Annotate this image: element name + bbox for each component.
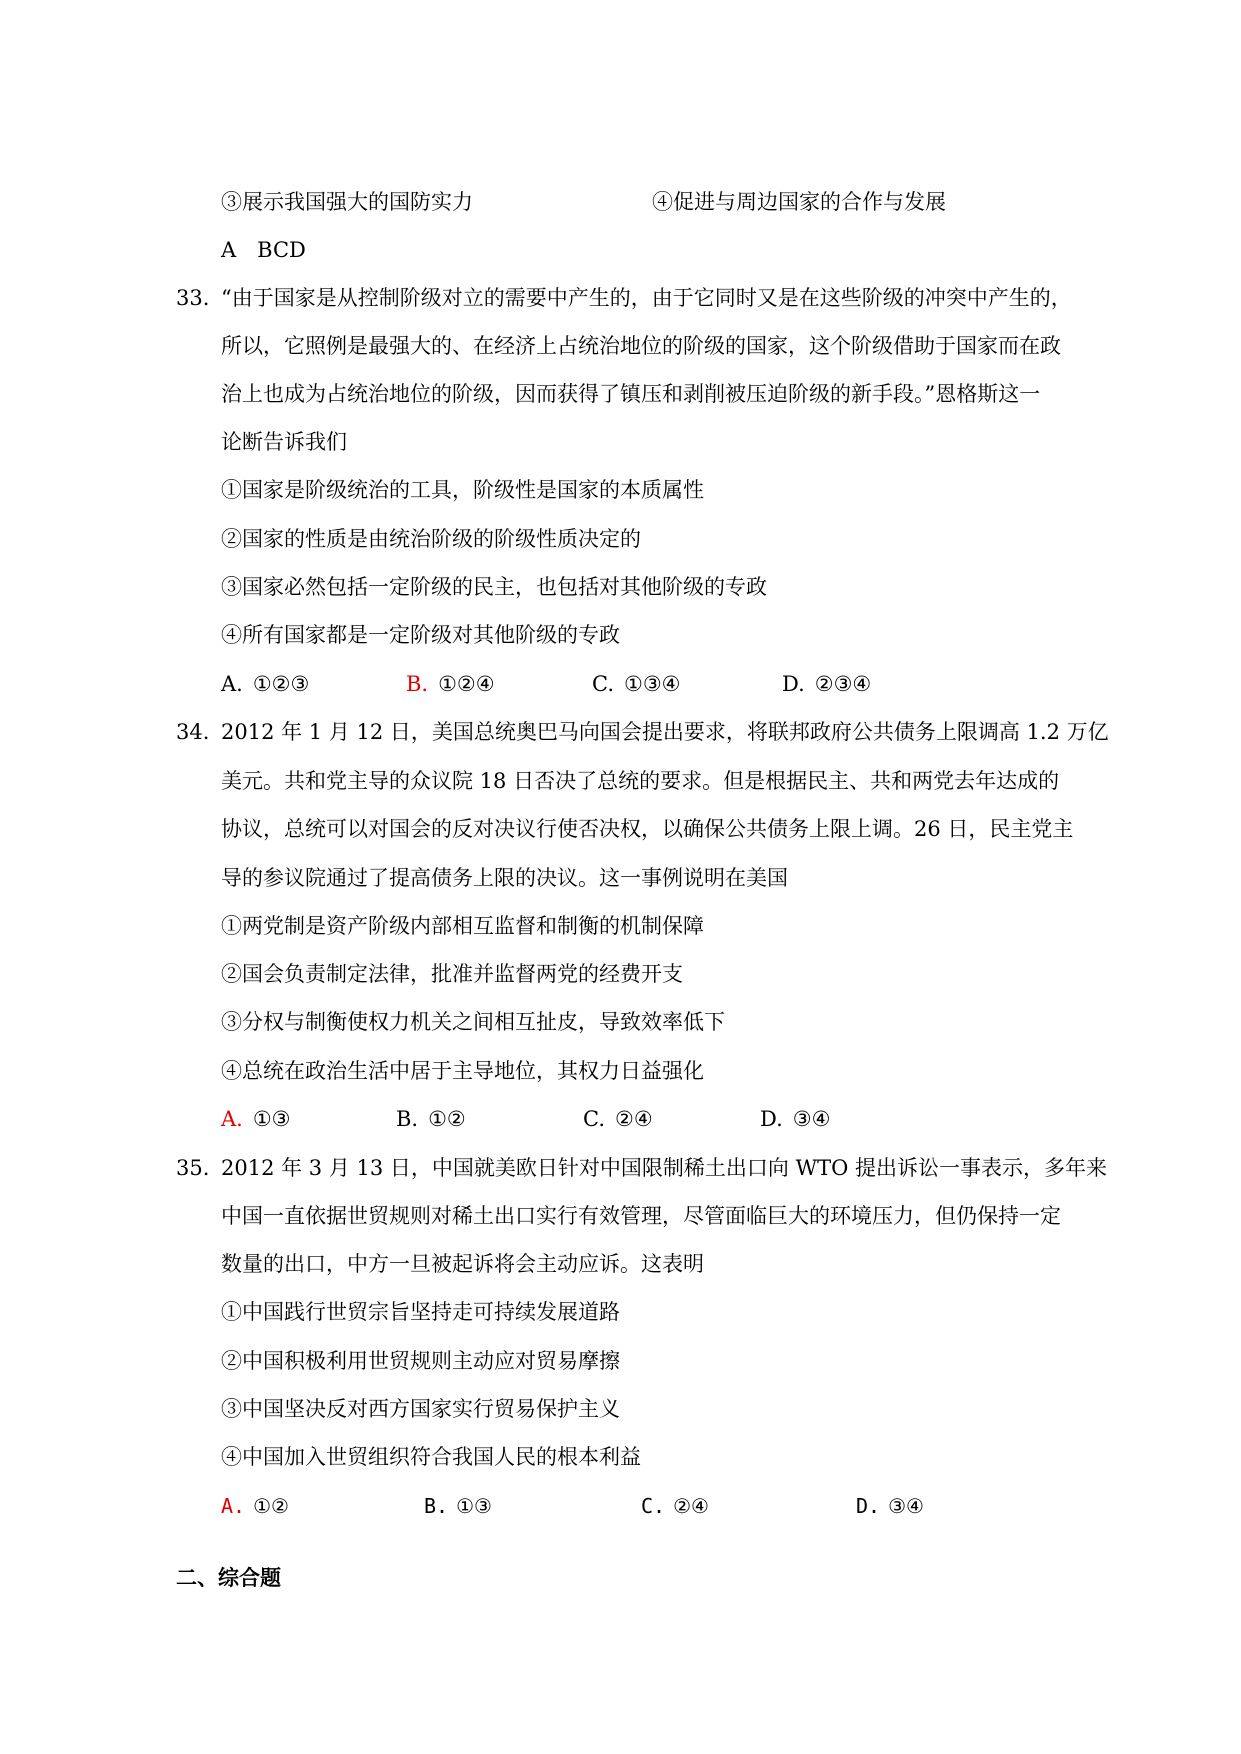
q35-statement-4: ④中国加入世贸组织符合我国人民的根本利益 [221, 1445, 641, 1469]
choice-letter: C. [592, 672, 614, 696]
section-heading: 二、综合题 [176, 1566, 281, 1590]
choice-text: ③④ [888, 1494, 924, 1518]
choice-letter: D. [782, 672, 805, 696]
choice-text: ②④ [673, 1494, 709, 1518]
q34-statement-2: ②国会负责制定法律，批准并监督两党的经费开支 [221, 962, 683, 986]
q33-statement-2: ②国家的性质是由统治阶级的阶级性质决定的 [221, 527, 641, 551]
q34-statement-4: ④总统在政治生活中居于主导地位，其权力日益强化 [221, 1059, 704, 1083]
q34-choice-a [221, 1105, 291, 1133]
choice-letter: A. [221, 1494, 246, 1518]
q35-stem-line: 2012 年 3 月 13 日，中国就美欧日针对中国限制稀土出口向 WTO 提出诉讼一事表示，多年来 [221, 1156, 1108, 1180]
q33-choice-d [782, 670, 871, 698]
q34-choice-c [583, 1105, 653, 1133]
q35-stem-line: 中国一直依据世贸规则对稀土出口实行有效管理，尽管面临巨大的环境压力，但仍保持一定 [221, 1204, 1061, 1228]
prev-option-3: ③展示我国强大的国防实力 [221, 190, 473, 214]
q33-statement-1: ①国家是阶级统治的工具，阶级性是国家的本质属性 [221, 478, 704, 502]
choice-text: ②③④ [814, 672, 872, 696]
q33-stem-line: 所以，它照例是最强大的、在经济上占统治地位的阶级的国家，这个阶级借助于国家而在政 [221, 334, 1061, 358]
q34-stem-line: 协议，总统可以对国会的反对决议行使否决权，以确保公共债务上限上调。26 日，民主党主 [221, 817, 1074, 841]
q35-choice-c [641, 1492, 709, 1520]
prev-option-4: ④促进与周边国家的合作与发展 [652, 190, 946, 214]
choice-letter: B. [424, 1494, 449, 1518]
choice-text: ①②③ [252, 672, 310, 696]
q35-choice-a [221, 1492, 289, 1520]
q33-stem-line: 论断告诉我们 [221, 430, 347, 454]
q35-choice-d [856, 1492, 924, 1520]
q35-choice-b [424, 1492, 492, 1520]
q34-statement-1: ①两党制是资产阶级内部相互监督和制衡的机制保障 [221, 914, 704, 938]
choice-letter: B. [396, 1107, 419, 1131]
choice-text: ①③④ [624, 672, 681, 696]
q35-statement-1: ①中国践行世贸宗旨坚持走可持续发展道路 [221, 1300, 620, 1324]
q34-stem-line: 2012 年 1 月 12 日，美国总统奥巴马向国会提出要求，将联邦政府公共债务上限调高 1.2 万亿 [221, 720, 1109, 744]
choice-letter: D. [856, 1494, 881, 1518]
q33-choice-a [221, 670, 309, 698]
choice-text: ②④ [615, 1107, 653, 1131]
q34-stem-line: 导的参议院通过了提高债务上限的决议。这一事例说明在美国 [221, 866, 788, 890]
choice-letter: C. [583, 1107, 605, 1131]
q35-stem-line: 数量的出口，中方一旦被起诉将会主动应诉。这表明 [221, 1252, 704, 1276]
q34-choice-b [396, 1105, 466, 1133]
choice-letter: C. [641, 1494, 666, 1518]
choice-text: ①③ [456, 1494, 492, 1518]
choice-letter: A. [221, 1107, 243, 1131]
choice-text: ①③ [252, 1107, 291, 1131]
q34-statement-3: ③分权与制衡使权力机关之间相互扯皮，导致效率低下 [221, 1010, 725, 1034]
q34-choice-d [760, 1105, 830, 1133]
q33-stem-line: 治上也成为占统治地位的阶级，因而获得了镇压和剥削被压迫阶级的新手段。”恩格斯这一 [221, 382, 1041, 406]
q33-number: 33. [176, 286, 210, 310]
q34-stem-line: 美元。共和党主导的众议院 18 日否决了总统的要求。但是根据民主、共和两党去年达成的 [221, 769, 1060, 793]
prev-answer-line: A BCD [221, 238, 306, 262]
choice-letter: B. [406, 672, 429, 696]
choice-letter: A. [221, 672, 243, 696]
choice-text: ①②④ [438, 672, 495, 696]
q35-number: 35. [176, 1156, 210, 1180]
q33-choice-b [406, 670, 495, 698]
choice-text: ①② [253, 1494, 289, 1518]
q33-statement-3: ③国家必然包括一定阶级的民主，也包括对其他阶级的专政 [221, 575, 767, 599]
q33-statement-4: ④所有国家都是一定阶级对其他阶级的专政 [221, 623, 620, 647]
q35-statement-3: ③中国坚决反对西方国家实行贸易保护主义 [221, 1397, 620, 1421]
q33-choice-c [592, 670, 680, 698]
q34-number: 34. [176, 720, 210, 744]
q35-statement-2: ②中国积极利用世贸规则主动应对贸易摩擦 [221, 1349, 620, 1373]
choice-text: ③④ [792, 1107, 831, 1131]
q33-stem-line: “由于国家是从控制阶级对立的需要中产生的，由于它同时又是在这些阶级的冲突中产生的， [221, 286, 1072, 310]
choice-text: ①② [428, 1107, 466, 1131]
choice-letter: D. [760, 1107, 783, 1131]
